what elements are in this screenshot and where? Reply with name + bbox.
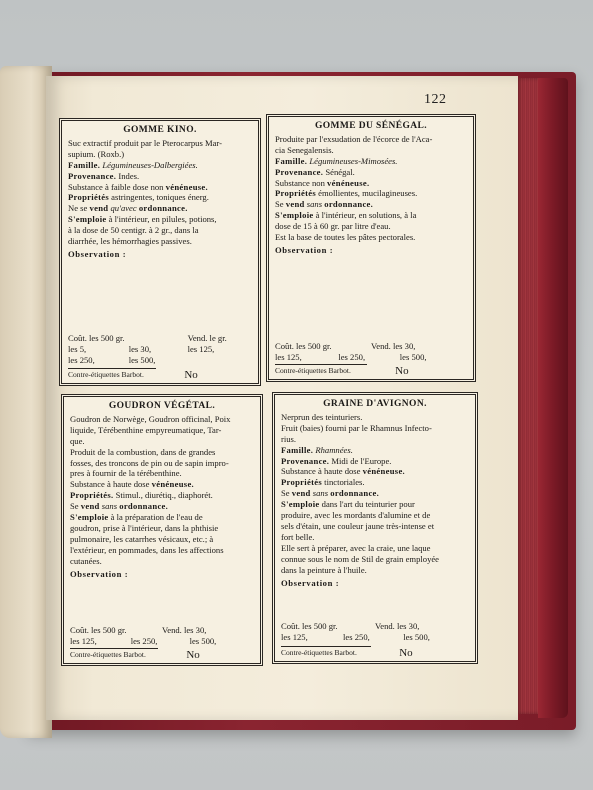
card-line: Propriétés astringentes, toniques énerg.	[68, 192, 209, 203]
card-line: Provenance. Sénégal.	[275, 166, 355, 177]
cost-cell: les 125,	[275, 352, 302, 362]
label-card-gomme-kino	[59, 118, 261, 386]
card-line: Goudron de Norwège, Goudron officinal, Poix	[70, 413, 231, 424]
card-footer	[70, 647, 254, 661]
number-label: No	[395, 365, 409, 378]
page-edges	[516, 78, 538, 714]
card-line: Provenance. Indes.	[68, 170, 140, 181]
label-card-goudron-vegetal	[61, 394, 263, 666]
card-line: liquide, Térébenthine empyreumatique, Tar-	[70, 424, 222, 435]
card-title: GOMME DU SÉNÉGAL.	[314, 121, 428, 131]
card-line: que.	[70, 435, 85, 446]
card-line: Substance à haute dose vénéneuse.	[281, 466, 406, 477]
card-line: Se vend sans ordonnance.	[275, 199, 374, 210]
cost-cell: les 250,	[68, 355, 95, 365]
footer-label: Contre-étiquettes Barbot.	[68, 368, 156, 381]
card-footer	[275, 363, 467, 377]
number-label: No	[399, 647, 413, 660]
card-line: Famille. Rhamnées.	[281, 444, 353, 455]
card-line: Elle sert à préparer, avec la craie, une laque	[281, 542, 431, 553]
card-footer	[281, 645, 469, 659]
cost-section	[275, 341, 467, 363]
card-line: cutanées.	[70, 555, 102, 566]
book-cover-edge	[538, 78, 568, 718]
card-line: Fruit (baies) fourni par le Rhamnus Infecto-	[281, 422, 432, 433]
card-title: GOUDRON VÉGÉTAL.	[108, 401, 216, 411]
cost-cell: Coût. les 500 gr.	[275, 341, 332, 351]
card-line: diarrhée, les hémorrhagies passives.	[68, 236, 192, 247]
card-line: fort belle.	[281, 531, 315, 542]
card-line: Substance non vénéneuse.	[275, 177, 370, 188]
cost-cell: les 500,	[403, 632, 430, 642]
card-line: connue sous le nom de Stil de grain employée	[281, 553, 439, 564]
card-line: à la dose de 50 centigr. à 2 gr., dans la	[68, 225, 199, 236]
card-line: Propriétés tinctoriales.	[281, 477, 365, 488]
cost-cell: les 500,	[399, 352, 427, 362]
card-line: fosses, des troncons de pin ou de sapin impro-	[70, 457, 229, 468]
footer-label: Contre-étiquettes Barbot.	[281, 646, 371, 659]
card-title: GOMME KINO.	[123, 125, 197, 135]
label-card-graine-d-avignon	[272, 392, 478, 664]
footer-label: Contre-étiquettes Barbot.	[275, 364, 367, 377]
card-line: pulmonaire, les catarrhes vésicaux, etc.; à	[70, 533, 214, 544]
observation-label: Observation :	[275, 244, 334, 255]
card-line: supium. (Roxb.)	[68, 148, 125, 159]
card-line: S'emploie à l'intérieur, en pilules, potions,	[68, 214, 217, 225]
card-line: Nerprun des teinturiers.	[281, 411, 363, 422]
page-number: 122	[424, 92, 447, 107]
card-line: pres à fournir de la térébenthine.	[70, 468, 182, 479]
card-line: S'emploie dans l'art du teinturier pour	[281, 499, 415, 510]
card-line: cia Senegalensis.	[275, 144, 334, 155]
card-line: l'extérieur, en pommades, dans les affections	[70, 544, 224, 555]
card-line: Provenance. Midi de l'Europe.	[281, 455, 392, 466]
left-page-edge	[0, 66, 52, 738]
cost-cell: les 125,	[70, 636, 97, 646]
cost-cell: les 500,	[189, 636, 217, 646]
cost-cell: Coût. les 500 gr.	[70, 625, 127, 635]
card-body	[275, 134, 467, 243]
cost-cell: Vend. les 30,	[371, 341, 416, 351]
card-line: Produit de la combustion, dans de grandes	[70, 446, 216, 457]
cost-cell: les 250,	[338, 352, 366, 362]
card-line: goudron, prise à l'intérieur, dans la phthisie	[70, 522, 219, 533]
card-line: produire, avec les mordants d'alumine et de	[281, 510, 431, 521]
observation-label: Observation :	[281, 577, 340, 588]
cost-cell: les 125,	[281, 632, 308, 642]
card-line: Propriétés. Stimul., diurétiq., diaphorét.	[70, 490, 213, 501]
cost-cell: Vend. le gr.	[187, 333, 227, 343]
card-line: Suc extractif produit par le Pterocarpus Mar-	[68, 137, 222, 148]
card-footer	[68, 367, 252, 381]
cost-cell: les 30,	[128, 344, 152, 354]
footer-label: Contre-étiquettes Barbot.	[70, 648, 158, 661]
number-label: No	[184, 369, 198, 382]
cost-cell: les 500,	[128, 355, 156, 365]
card-line: S'emploie à la préparation de l'eau de	[70, 512, 203, 523]
observation-label: Observation :	[70, 568, 129, 579]
card-line: dans la peinture à l'huile.	[281, 564, 367, 575]
card-line: Substance à haute dose vénéneuse.	[70, 479, 195, 490]
card-line: Se vend sans ordonnance.	[281, 488, 380, 499]
card-line: sels d'étain, une couleur jaune très-intense et	[281, 520, 435, 531]
number-label: No	[186, 649, 200, 662]
cost-section	[68, 333, 252, 366]
label-card-gomme-du-senegal	[266, 114, 476, 382]
card-body	[68, 138, 252, 247]
card-line: Famille. Légumineuses-Dalbergiées.	[68, 159, 198, 170]
card-line: Substance à faible dose non vénéneuse.	[68, 181, 208, 192]
card-line: Propriétés émollientes, mucilagineuses.	[275, 188, 418, 199]
card-line: Est la base de toutes les pâtes pectorales.	[275, 232, 416, 243]
card-line: Ne se vend qu'avec ordonnance.	[68, 203, 188, 214]
cost-cell: les 5,	[68, 344, 87, 354]
card-title: GRAINE D'AVIGNON.	[323, 399, 427, 409]
card-body	[281, 412, 469, 576]
card-body	[70, 414, 254, 567]
cost-cell: les 250,	[130, 636, 158, 646]
card-line: dose de 15 à 60 gr. par litre d'eau.	[275, 221, 391, 232]
cost-section	[281, 621, 469, 643]
cost-cell: Coût. les 500 gr.	[281, 621, 338, 631]
cost-cell: les 250,	[343, 632, 370, 642]
cost-section	[70, 625, 254, 647]
cost-cell: Coût. les 500 gr.	[68, 333, 125, 343]
card-line: S'emploie à l'intérieur, en solutions, à la	[275, 210, 417, 221]
card-line: Se vend sans ordonnance.	[70, 501, 169, 512]
cost-cell: Vend. les 30,	[375, 621, 420, 631]
card-line: rius.	[281, 433, 297, 444]
cost-cell: Vend. les 30,	[162, 625, 207, 635]
card-line: Produite par l'exsudation de l'écorce de l'Aca-	[275, 133, 433, 144]
observation-label: Observation :	[68, 248, 127, 259]
cost-cell: les 125,	[187, 344, 215, 354]
card-line: Famille. Légumineuses-Mimosées.	[275, 155, 398, 166]
